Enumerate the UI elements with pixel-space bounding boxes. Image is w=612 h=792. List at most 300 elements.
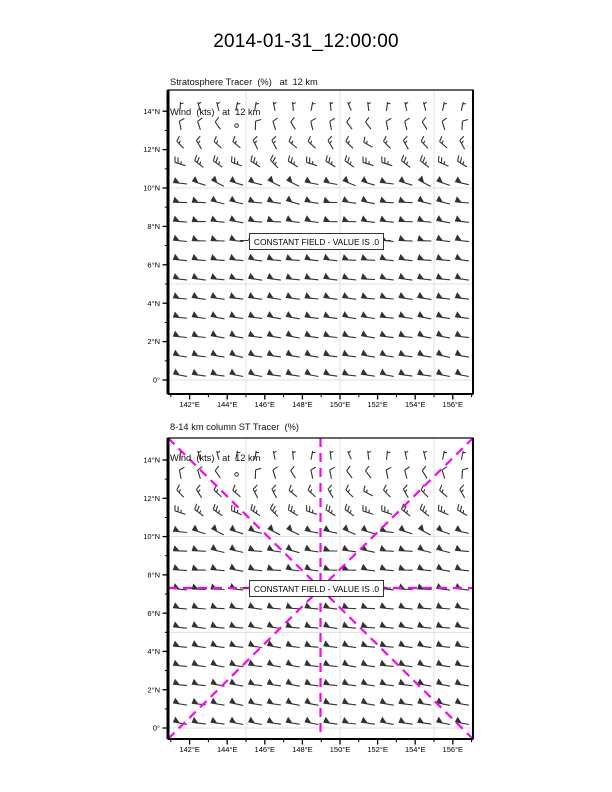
wind-barb — [230, 718, 243, 725]
wind-barb — [380, 217, 393, 223]
wind-barb — [249, 370, 262, 377]
wind-barb — [192, 718, 205, 724]
wind-barb — [249, 178, 262, 185]
wind-barb — [399, 351, 412, 357]
wind-barb — [456, 351, 469, 358]
wind-barb — [456, 526, 469, 533]
wind-barb — [230, 565, 243, 572]
lat-tick-label: 6°N — [147, 260, 160, 270]
wind-barb — [249, 351, 262, 357]
wind-barb — [437, 177, 450, 185]
wind-barb — [380, 293, 393, 299]
wind-barb — [251, 504, 260, 516]
wind-barb — [174, 293, 187, 299]
wind-barb — [399, 718, 412, 724]
wind-barb — [456, 661, 469, 667]
wind-barb — [362, 177, 375, 185]
lat-tick-label: 12°N — [143, 493, 160, 503]
wind-barb — [212, 177, 224, 187]
lat-tick-label: 12°N — [143, 145, 160, 155]
wind-barb — [343, 217, 357, 222]
wind-barb — [305, 680, 318, 686]
wind-barb — [305, 718, 318, 725]
lat-tick-label: 14°N — [143, 106, 160, 116]
wind-barb — [326, 156, 335, 167]
lon-tick-label: 156°E — [442, 745, 464, 754]
wind-barb — [387, 451, 391, 460]
wind-barb — [462, 120, 468, 131]
wind-barb — [418, 641, 431, 647]
wind-barb — [418, 274, 431, 280]
lon-tick-label: 146°E — [254, 400, 276, 409]
lat-tick-label: 10°N — [143, 183, 160, 193]
wind-barb — [403, 136, 408, 149]
wind-barb — [249, 293, 262, 299]
wind-barb — [249, 603, 262, 609]
wind-barb — [211, 623, 224, 629]
wind-barb — [217, 102, 220, 111]
wind-barb — [308, 136, 315, 148]
wind-barb — [343, 546, 356, 552]
wind-barb — [456, 313, 469, 319]
wind-barb — [456, 197, 469, 203]
wind-barb — [347, 466, 352, 478]
wind-barb — [286, 370, 299, 376]
wind-barb — [399, 293, 412, 299]
wind-barb — [268, 622, 281, 628]
wind-barb — [362, 642, 375, 648]
wind-barb — [249, 565, 262, 571]
wind-barb — [286, 293, 299, 299]
wind-barb — [287, 177, 299, 187]
wind-barb — [399, 370, 412, 376]
wind-barb — [230, 680, 243, 687]
wind-barb — [380, 332, 393, 338]
wind-barb — [456, 603, 469, 609]
top-panel-subtitle-line2: Wind (kts) at 12 km — [170, 107, 261, 117]
lon-tick-label: 142°E — [179, 400, 200, 409]
wind-barb — [287, 545, 300, 553]
lon-tick-label: 152°E — [367, 400, 388, 409]
wind-barb — [437, 255, 450, 261]
wind-barb — [456, 178, 469, 185]
wind-barb — [177, 485, 184, 497]
wind-barb — [268, 525, 280, 535]
wind-barb — [362, 293, 375, 299]
wind-barb — [418, 718, 431, 724]
wind-barb — [380, 255, 393, 261]
wind-barb — [328, 136, 333, 149]
wind-barb — [384, 136, 391, 148]
wind-barb — [380, 313, 393, 319]
top-panel-subtitle-line1: Stratosphere Tracer (%) at 12 km — [170, 77, 318, 87]
wind-barb — [418, 604, 432, 609]
wind-barb — [249, 526, 262, 533]
wind-barb — [305, 255, 318, 261]
wind-barb — [192, 255, 205, 261]
wind-barb — [286, 331, 299, 338]
wind-barb — [438, 505, 448, 515]
wind-barb — [174, 255, 187, 261]
wind-barb — [211, 565, 224, 571]
wind-barb — [196, 136, 201, 149]
wind-barb — [343, 526, 355, 535]
wind-barb — [286, 274, 299, 280]
wind-barb — [399, 274, 412, 280]
wind-barb — [230, 661, 243, 667]
wind-barb — [268, 641, 281, 648]
wind-barb — [230, 642, 243, 648]
lat-tick-label: 10°N — [143, 532, 160, 542]
wind-barb — [273, 102, 276, 111]
wind-barb — [437, 565, 450, 572]
wind-barb — [324, 680, 337, 686]
wind-barb — [268, 255, 281, 261]
wind-barb — [305, 661, 318, 667]
wind-barb — [380, 623, 393, 629]
wind-barb — [174, 565, 187, 570]
lat-tick-label: 2°N — [147, 685, 160, 695]
wind-barb — [230, 623, 243, 629]
wind-barb — [253, 136, 258, 149]
wind-barb — [249, 718, 262, 725]
wind-barb — [456, 236, 469, 242]
wind-barb — [343, 661, 356, 667]
wind-barb — [174, 313, 187, 319]
wind-barb — [438, 156, 448, 166]
wind-barb — [456, 546, 469, 552]
wind-barb — [380, 680, 393, 686]
wind-barb — [405, 467, 410, 479]
wind-barb — [424, 451, 427, 460]
wind-barb — [386, 118, 391, 130]
wind-barb — [311, 118, 316, 130]
wind-barb — [230, 177, 243, 185]
wind-barb — [437, 623, 450, 629]
wind-barb — [362, 661, 375, 667]
wind-barb — [268, 680, 281, 686]
wind-barb — [343, 718, 356, 724]
wind-barb — [324, 370, 337, 376]
wind-barb — [211, 370, 224, 376]
lon-tick-label: 154°E — [404, 400, 426, 409]
wind-barb — [437, 680, 450, 687]
wind-barb — [461, 102, 466, 111]
wind-barb — [268, 699, 281, 705]
wind-barb — [405, 118, 410, 130]
wind-barb — [399, 546, 413, 551]
wind-barb — [346, 485, 353, 497]
lat-tick-label: 14°N — [143, 455, 160, 465]
wind-barb — [343, 293, 356, 299]
wind-barb — [230, 370, 243, 377]
wind-barb — [211, 604, 225, 609]
lon-tick-label: 142°E — [179, 745, 200, 754]
wind-barb — [437, 351, 450, 358]
lat-tick-label: 0° — [152, 375, 160, 385]
wind-barb — [366, 117, 371, 129]
wind-barb — [437, 603, 450, 609]
wind-barb — [399, 217, 413, 222]
wind-barb — [270, 504, 278, 517]
wind-barb — [399, 699, 412, 705]
wind-barb — [456, 255, 469, 261]
wind-barb — [437, 216, 450, 223]
wind-barb — [324, 642, 337, 648]
wind-barb — [198, 102, 201, 111]
wind-barb — [462, 468, 468, 479]
wind-barb — [230, 603, 243, 609]
wind-barb — [192, 274, 205, 280]
lon-tick-label: 150°E — [329, 400, 351, 409]
lon-tick-label: 144°E — [216, 745, 238, 754]
lat-tick-label: 4°N — [147, 647, 160, 656]
wind-barb — [192, 603, 205, 609]
wind-barb — [399, 177, 412, 185]
wind-barb — [311, 467, 316, 479]
wind-barb — [230, 293, 243, 299]
wind-barb — [362, 274, 376, 279]
wind-barb — [380, 178, 393, 184]
wind-barb — [456, 217, 469, 223]
wind-barb — [175, 157, 185, 166]
lon-tick-label: 148°E — [292, 400, 313, 409]
wind-barb — [380, 718, 393, 725]
lat-tick-label: 2°N — [147, 337, 160, 347]
wind-barb — [399, 603, 412, 609]
lon-tick-label: 144°E — [216, 400, 238, 409]
wind-barb — [268, 217, 282, 222]
wind-barb — [307, 157, 317, 166]
wind-barb — [305, 216, 318, 222]
wind-barb — [437, 545, 450, 552]
wind-barb — [343, 641, 356, 647]
wind-barb — [249, 274, 262, 280]
wind-barb — [380, 603, 393, 609]
wind-barb — [249, 313, 262, 319]
wind-barb — [362, 699, 375, 706]
wind-barb — [268, 274, 281, 280]
lon-tick-label: 148°E — [292, 745, 313, 754]
wind-barb — [268, 332, 281, 338]
wind-barb — [418, 660, 431, 667]
wind-barb — [289, 485, 297, 497]
wind-barb — [418, 545, 431, 552]
wind-barb — [305, 178, 318, 185]
wind-barb — [458, 504, 467, 515]
wind-barb — [174, 603, 187, 609]
wind-barb — [324, 274, 337, 280]
wind-barb — [460, 485, 465, 498]
wind-barb — [288, 156, 297, 167]
wind-barb — [211, 217, 224, 223]
wind-barb — [324, 699, 337, 705]
wind-barb — [418, 680, 431, 687]
wind-barb — [345, 155, 354, 167]
wind-barb — [343, 623, 356, 629]
wind-barb — [324, 622, 337, 628]
wind-barb — [422, 466, 427, 478]
wind-barb — [324, 198, 338, 203]
wind-barb — [424, 102, 427, 111]
wind-barb — [305, 370, 318, 377]
wind-barb — [362, 604, 376, 609]
wind-barb — [287, 197, 300, 205]
wind-barb — [380, 565, 393, 571]
wind-barb — [255, 102, 259, 111]
wind-barb — [420, 504, 429, 516]
wind-barb — [305, 293, 318, 299]
wind-barb — [249, 546, 262, 552]
wind-barb — [418, 255, 432, 260]
wind-barb — [456, 680, 469, 686]
wind-barb — [324, 351, 337, 357]
wind-barb — [174, 217, 187, 222]
wind-barb — [180, 102, 184, 111]
wind-barb — [174, 332, 187, 338]
wind-barb — [286, 216, 299, 222]
wind-barb — [437, 274, 450, 280]
wind-barb — [330, 102, 333, 111]
wind-barb — [270, 155, 278, 168]
wind-barb — [405, 451, 408, 460]
wind-barb — [348, 102, 352, 111]
wind-barb — [328, 485, 333, 498]
plot-title: 2014-01-31_12:00:00 — [213, 31, 399, 52]
lon-tick-label: 150°E — [329, 745, 351, 754]
wind-barb — [418, 236, 432, 241]
wind-barb — [174, 198, 188, 203]
wind-barb — [330, 118, 335, 130]
lat-tick-label: 6°N — [147, 608, 160, 618]
wind-barb — [348, 451, 352, 460]
wind-barb — [368, 102, 371, 111]
wind-barb — [363, 157, 373, 166]
wind-barb — [211, 351, 224, 357]
lon-tick-label: 154°E — [404, 745, 426, 754]
wind-barb — [192, 217, 206, 222]
wind-barb — [198, 118, 203, 130]
wind-barb — [386, 467, 391, 479]
wind-barb — [362, 351, 375, 358]
wind-barb — [437, 642, 450, 648]
wind-barb — [249, 699, 262, 706]
wind-barb — [213, 155, 222, 167]
wind-barb — [305, 565, 318, 571]
wind-barb — [268, 603, 281, 609]
wind-barb — [286, 604, 300, 609]
wind-barb — [286, 351, 299, 358]
wind-barb — [305, 699, 318, 706]
wind-barb — [230, 216, 243, 223]
wind-barb — [458, 156, 467, 167]
wind-barb — [421, 136, 428, 148]
wind-barb — [268, 312, 281, 319]
wind-barb — [402, 155, 411, 167]
wind-barb — [419, 177, 431, 187]
wind-barb — [345, 504, 354, 516]
wind-barb — [442, 118, 447, 130]
wind-barb — [230, 699, 243, 706]
wind-barb — [272, 136, 277, 149]
wind-barb — [330, 467, 335, 479]
wind-barb — [249, 332, 262, 338]
wind-barb — [380, 546, 394, 551]
wind-barb — [211, 641, 224, 647]
wind-barb — [174, 236, 187, 242]
wind-barb — [214, 485, 221, 497]
wind-barb — [324, 255, 337, 261]
wind-barb — [363, 505, 373, 514]
wind-barb — [213, 504, 222, 516]
wind-barb — [461, 451, 466, 460]
wind-barb — [440, 136, 448, 148]
wind-barb — [324, 313, 337, 319]
wind-barb — [192, 370, 205, 376]
wind-barb — [288, 504, 297, 515]
lat-tick-label: 0° — [152, 723, 160, 733]
wind-barb — [343, 312, 356, 318]
wind-barb — [195, 155, 204, 167]
wind-barb — [456, 370, 469, 377]
wind-barb — [255, 120, 261, 131]
lon-tick-label: 146°E — [254, 745, 276, 754]
wind-barb — [286, 680, 299, 687]
wind-barb — [175, 505, 185, 514]
wind-barb — [343, 680, 356, 686]
wind-barb — [195, 504, 204, 516]
wind-barb — [196, 485, 201, 498]
wind-barb — [253, 485, 258, 498]
constant-field-label-bottom: CONSTANT FIELD - VALUE IS .0 — [249, 580, 384, 597]
wind-barb — [437, 718, 450, 725]
wind-barb — [192, 351, 205, 357]
wind-barb — [272, 485, 277, 498]
wind-barb — [362, 255, 376, 260]
wind-barb — [174, 546, 188, 551]
wind-barb — [192, 546, 206, 551]
wind-barb — [268, 197, 281, 203]
wind-barb — [346, 136, 353, 148]
wind-barb — [399, 641, 412, 647]
wind-barb — [286, 718, 299, 724]
wind-barb — [311, 451, 315, 460]
wind-barb — [324, 566, 338, 571]
wind-barb — [192, 312, 205, 318]
wind-barb — [230, 197, 243, 204]
wind-barb — [230, 351, 243, 358]
lat-tick-label: 8°N — [147, 222, 160, 231]
wind-barb — [437, 526, 450, 534]
wind-barb — [193, 526, 206, 534]
wind-barb — [380, 699, 393, 706]
wind-barb — [343, 274, 356, 280]
wind-barb — [456, 642, 469, 648]
wind-barb — [456, 565, 469, 571]
wind-barb — [380, 370, 393, 377]
wind-barb — [211, 312, 224, 319]
wind-barb — [456, 699, 469, 706]
wind-barb — [268, 351, 281, 357]
wind-barb — [324, 293, 337, 299]
wind-barb — [211, 274, 224, 280]
wind-barb — [192, 661, 205, 667]
wind-barb — [174, 642, 187, 648]
wind-barb — [308, 485, 315, 497]
wind-barb — [347, 117, 352, 129]
wind-barb — [330, 451, 333, 460]
wind-barb — [343, 604, 357, 609]
